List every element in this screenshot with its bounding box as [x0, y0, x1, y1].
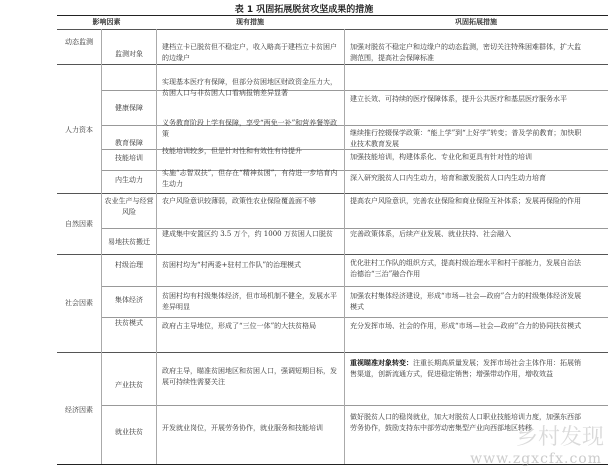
column-rule: [101, 29, 102, 464]
section-rule: [57, 352, 608, 353]
existing-employment: 开发就业岗位，开展劳务协作，就业服务和技能培训: [162, 424, 323, 432]
row-rule: [101, 405, 608, 406]
consolidate-mode: 充分发挥市场、社会的作用，形成“市场—社会—政府”合力的协同扶贫模式: [350, 322, 582, 330]
header-factor: 影响因素: [92, 18, 121, 26]
consolidate-monitor: 加强对脱贫不稳定户和边缘户的动态监测，密切关注特殊困难群体，扩大监测范围，提高社会保障标准: [350, 43, 581, 62]
sub-industry: 产业扶贫: [115, 381, 143, 389]
sub-health: 健康保障: [115, 104, 143, 112]
section-rule: [57, 254, 608, 255]
sub-education: 教育保障: [115, 139, 143, 147]
industry-text: 注重长期高质量发展；发挥市场社会主体作用：拓展销售渠道，创新流通方式，促进稳定销售；增强带动作用，增收效益: [350, 359, 581, 378]
section-economic: 经济因素: [65, 406, 93, 414]
existing-monitor: 建档立卡已脱贫但不稳定户，收入略高于建档立卡贫困户的边缘户: [162, 43, 337, 62]
table-caption: 表 1 巩固拓展脱贫攻坚成果的措施: [234, 5, 374, 15]
column-rule: [344, 29, 345, 464]
consolidate-employment: 做好脱贫人口的稳岗就业，加大对脱贫人口职业技能培训力度，加强东西部劳务协作，鼓励支持东中部劳动密集型产业向西部地区转移: [350, 413, 581, 432]
sub-monitor: 监测对象: [115, 50, 143, 58]
sub-skills: 技能培训: [115, 154, 143, 162]
sub-collective: 集体经济: [115, 296, 143, 304]
existing-village: 贫困村均为“村两委+驻村工作队”的治理模式: [162, 261, 302, 269]
column-rule: [156, 29, 157, 464]
measures-table: [57, 15, 608, 465]
consolidate-health: 建立长效、可持续的医疗保障体系，提升公共医疗和基层医疗服务水平: [350, 95, 567, 103]
existing-motivation: 实施“志智双扶”，但存在“精神贫困”，有待进一步培育内生动力: [162, 169, 338, 188]
existing-skills: 技能培训较多，但是针对性和有效性有待提升: [162, 147, 302, 155]
sub-agri-risk: 农业生产与经营风险: [104, 197, 154, 216]
sub-motivation: 内生动力: [115, 176, 143, 184]
consolidate-motivation: 深入研究脱贫人口内生动力，培育和激发脱贫人口内生动力培育: [350, 174, 546, 182]
section-social: 社会因素: [65, 299, 93, 307]
consolidate-industry: [350, 358, 582, 379]
existing-collective: 贫困村均有村级集体经济，但市场机制不健全，发展水平差异明显: [162, 292, 337, 311]
existing-education: 义务教育阶段上学有保障，享受“两免一补”和营养餐等政策: [162, 119, 338, 138]
consolidate-education: 继续推行控辍保学政策：“能上学”到“上好学”转变；普及学前教育；加快职业技术教育发展: [350, 129, 582, 148]
watermark-logo: 乡村发现: [515, 425, 604, 450]
top-rule: [57, 15, 608, 16]
row-rule: [101, 286, 608, 287]
header-rule: [57, 29, 608, 30]
industry-prefix: 重视瞄准对象转变：: [350, 358, 413, 367]
sub-mode: 扶贫模式: [115, 319, 143, 327]
sub-village: 村级治理: [115, 261, 143, 269]
consolidate-agri-risk: 提高农户风险意识，完善农业保险和商业保险互补体系；发展再保险的作用: [350, 197, 581, 205]
consolidate-skills: 加强技能培训，构建体系化、专业化和更具有针对性的培训: [350, 153, 532, 161]
consolidate-village: 优化驻村工作队的组织方式，提高村级治理水平和村干部能力，发展自治法治德治“三治”融合作用: [350, 259, 581, 278]
consolidate-relocation: 完善政策体系，后续产业发展、就业扶持、社会融入: [350, 230, 511, 238]
section-rule: [57, 193, 608, 194]
section-rule: [57, 64, 608, 65]
header-existing: 现有措施: [236, 18, 264, 26]
existing-agri-risk: 农户风险意识较薄弱，政策性农业保险覆盖面不够: [162, 197, 316, 205]
sub-relocation: 易地扶贫搬迁: [108, 238, 150, 246]
existing-industry: 政府主导，瞄准贫困地区和贫困人口，强调短期目标，发展可持续性需要关注: [162, 367, 337, 386]
sub-employment: 就业扶贫: [115, 428, 143, 436]
section-natural: 自然因素: [65, 220, 93, 228]
header-consolidate: 巩固拓展措施: [455, 18, 497, 26]
existing-health: 实现基本医疗有保障，但部分贫困地区财政资金压力大，贫困人口与非贫困人口看病报销差异显著: [162, 78, 337, 97]
existing-relocation: 建成集中安置区约 3.5 万个，约 1000 万贫困人口脱贫: [162, 230, 333, 238]
section-human: 人力资本: [65, 126, 93, 134]
section-dynamic: 动态监测: [65, 38, 93, 46]
existing-mode: 政府占主导地位，形成了“三位一体”的大扶贫格局: [162, 322, 317, 330]
watermark: www.zgxcfx.com: [470, 451, 602, 467]
consolidate-collective: 加强农村集体经济建设，形成“市场—社会—政府”合力的村级集体经济发展模式: [350, 292, 582, 311]
row-rule: [101, 317, 608, 318]
